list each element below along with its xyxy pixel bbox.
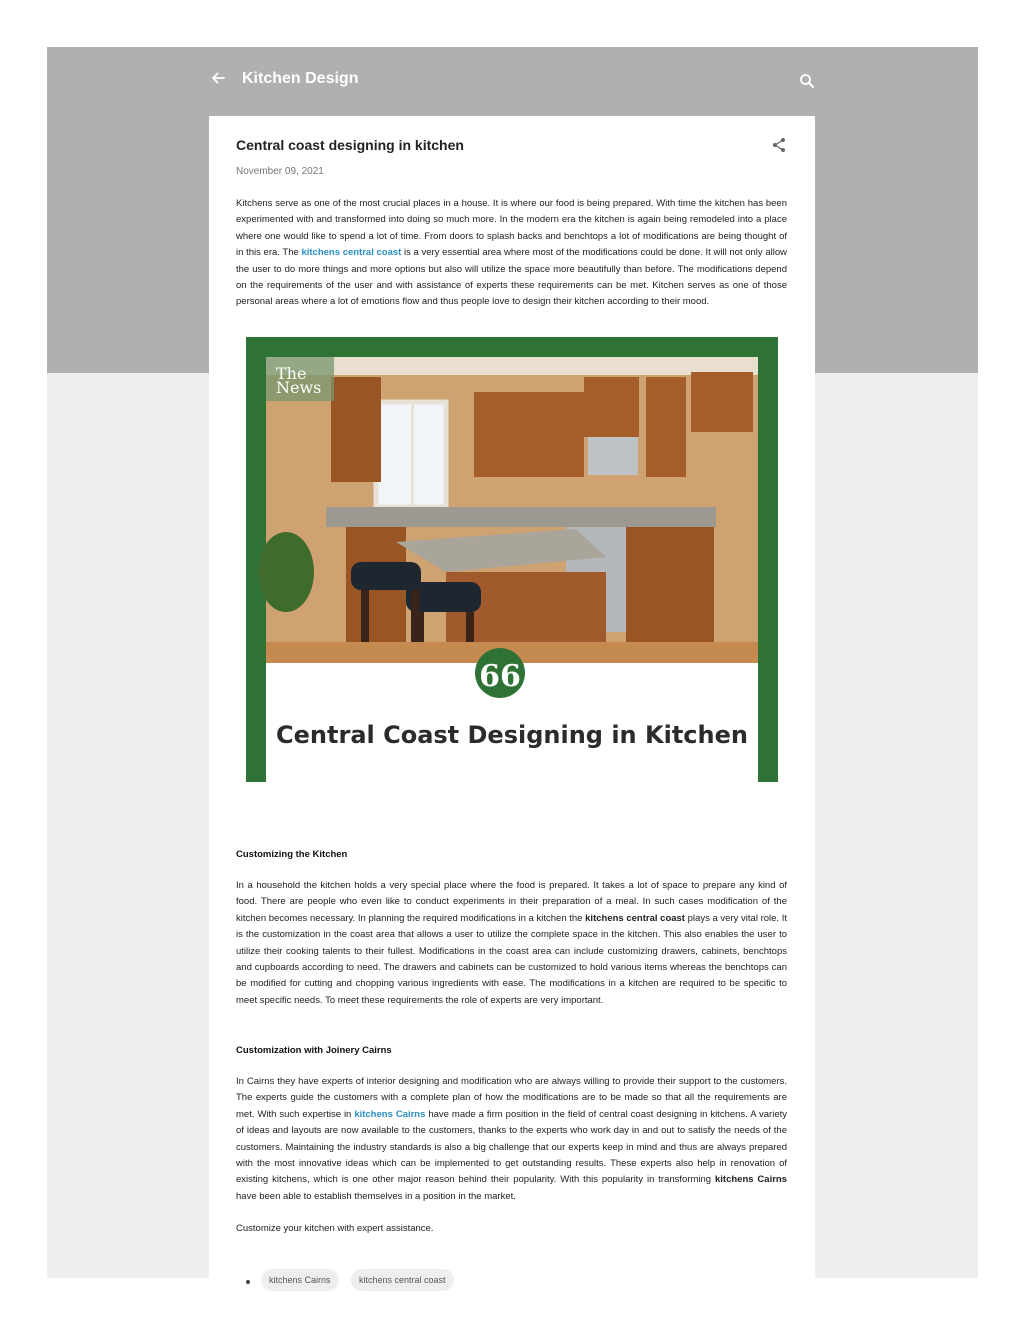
intro-paragraph bbox=[236, 196, 787, 311]
section1-paragraph bbox=[236, 878, 787, 1009]
section2-text-3: have been able to establish themselves in a position in the market. bbox=[236, 1190, 516, 1202]
section1-text-2: plays a very vital role. It is the customization in the coast area that allows a user to utilize the complete space in the kitchen. This also enables the user to utilize their cooking talents to their fullest. Modifications in the coast area can include customizing drawers, cabinets, benchtops and cupboards according to need. The drawers and cabinets can be customized to hold various items whereas the benchtops can be modified for cutting and chopping various ingredients with ease. The modifications in a kitchen are required to be specific to meet specific needs. To meet these requirements the role of experts are very important. bbox=[236, 912, 788, 1006]
tag-bullet-icon bbox=[246, 1280, 250, 1284]
closing-line bbox=[236, 1221, 787, 1237]
kitchens-central-coast-link[interactable]: kitchens central coast bbox=[301, 247, 402, 259]
back-arrow-icon[interactable] bbox=[209, 69, 227, 87]
post-image[interactable] bbox=[246, 337, 778, 782]
section2-text-2: have made a firm position in the field of central coast designing in kitchens. A variety of ideas and layouts are now available to the customers, thanks to the experts who work day in and out to satisfy the needs of the customers. Maintaining the industry standards is also a big challenge that our experts keep in mind and thus are always prepared with the most innovative ideas which can be implemented to get outstanding results. These experts also help in renovation of existing kitchens, which is one other major reason behind their popularity. With this popularity in transforming bbox=[236, 1108, 788, 1186]
tag-kitchens-central-coast[interactable]: kitchens central coast bbox=[351, 1269, 454, 1291]
page-frame bbox=[47, 47, 978, 1285]
intro-text-2: is a very essential area where most of the modifications could be done. It will not only allow the user to do more things and more options but also will utilize the space more beautifully than before. The modifications depend on the requirements of the user and with assistance of experts these requirements can be met. Kitchen serves as one of those personal areas where a lot of emotions flow and thus people love to design their kitchen according to their mood. bbox=[236, 247, 787, 308]
section-heading-joinery: Customization with Joinery Cairns bbox=[236, 1045, 392, 1056]
post-date: November 09, 2021 bbox=[236, 166, 324, 177]
post-title: Central coast designing in kitchen bbox=[236, 137, 464, 153]
section1-text-1: In a household the kitchen holds a very special place where the food is prepared. It takes a lot of space to prepare any kind of food. There are people who even like to conduct experiments in their preparation of a meal. In such cases modification of the kitchen becomes necessary. In planning the required modifications in a kitchen the bbox=[236, 880, 787, 924]
logo-line-1: The bbox=[276, 364, 307, 383]
post-card bbox=[209, 116, 815, 1296]
search-icon[interactable] bbox=[798, 72, 816, 90]
tag-kitchens-cairns[interactable]: kitchens Cairns bbox=[261, 1269, 339, 1291]
logo-line-2: News bbox=[276, 378, 322, 397]
section2-bold: kitchens Cairns bbox=[714, 1174, 788, 1186]
kitchens-cairns-link[interactable]: kitchens Cairns bbox=[354, 1108, 426, 1120]
section1-bold: kitchens central coast bbox=[585, 912, 685, 924]
top-bar bbox=[209, 47, 816, 117]
intro-text-1: Kitchens serve as one of the most crucial places in a house. It is where our food is being prepared. With time the kitchen has been experimented with and transformed into doing so much more. In the modern era the kitchen is again being remodeled into a place where one would like to spend a lot of time. From doors to splash backs and benchtops a lot of modifications are being thought of in this era. The bbox=[236, 198, 787, 259]
blog-title[interactable]: Kitchen Design bbox=[242, 70, 359, 87]
quote-icon: 66 bbox=[475, 648, 525, 698]
image-caption: Central Coast Designing in Kitchen bbox=[276, 721, 748, 749]
kitchen-photo bbox=[266, 357, 758, 663]
image-caption-panel bbox=[266, 659, 758, 782]
news-logo bbox=[266, 357, 334, 401]
section2-text-1: In Cairns they have experts of interior designing and modification who are always willing to provide their support to the customers. The experts guide the customers with a complete plan of how the modifications are to be made so that all the requirements are met. With such expertise in bbox=[236, 1076, 787, 1120]
closing-text: Customize your kitchen with expert assistance. bbox=[236, 1223, 434, 1234]
section2-paragraph bbox=[236, 1074, 787, 1205]
section-heading-customizing: Customizing the Kitchen bbox=[236, 849, 348, 860]
share-icon[interactable] bbox=[770, 136, 788, 154]
